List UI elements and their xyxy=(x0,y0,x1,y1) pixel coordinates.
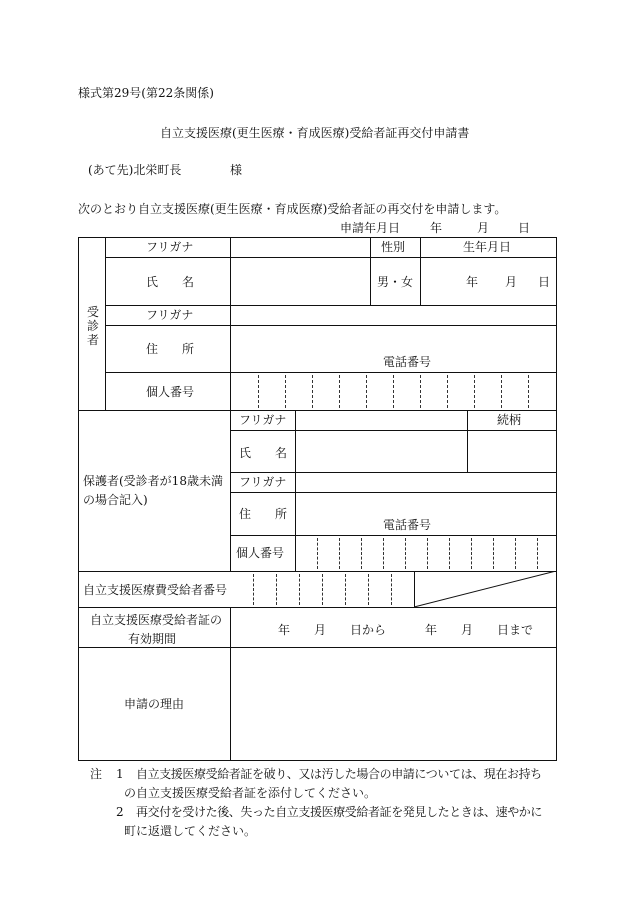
patient-sex-label: 性別 xyxy=(381,240,406,254)
validity-label-line2: 有効期間 xyxy=(128,632,177,646)
patient-address-furigana-field[interactable] xyxy=(231,308,555,324)
guardian-address-field[interactable] xyxy=(296,495,555,515)
validity-to-day: 日まで xyxy=(497,623,534,637)
reason-field[interactable] xyxy=(231,650,555,758)
guardian-furigana2-label: フリガナ xyxy=(239,475,287,489)
guardian-phone-label: 電話番号 xyxy=(383,518,432,532)
patient-sex-value[interactable]: 男・女 xyxy=(377,275,414,289)
form-number: 様式第29号(第22条関係) xyxy=(78,86,214,100)
patient-address-label: 住 所 xyxy=(146,342,195,356)
patient-furigana-field[interactable] xyxy=(231,240,369,256)
patient-birth-year: 年 xyxy=(466,275,479,289)
validity-to-month: 月 xyxy=(461,623,474,637)
application-date-year: 年 xyxy=(430,221,443,235)
note-1-line1: 自立支援医療受給者証を破り、又は汚した場合の申請については、現在お持ち xyxy=(136,767,542,781)
patient-furigana-label: フリガナ xyxy=(146,240,194,254)
validity-to-year: 年 xyxy=(425,623,438,637)
guardian-group-label-line2: の場合記入) xyxy=(83,493,148,507)
application-date-month: 月 xyxy=(477,221,490,235)
guardian-address-label: 住 所 xyxy=(239,507,288,521)
validity-from-month: 月 xyxy=(314,623,327,637)
guardian-furigana-field[interactable] xyxy=(296,413,466,429)
guardian-relation-label: 続柄 xyxy=(497,413,522,427)
diagonal-slash xyxy=(414,571,557,608)
guardian-name-field[interactable] xyxy=(296,433,466,471)
validity-from-day: 日から xyxy=(350,623,387,637)
validity-label-line1: 自立支援医療受給者証の xyxy=(90,613,223,627)
patient-mynumber-field[interactable] xyxy=(231,375,555,408)
patient-phone-label: 電話番号 xyxy=(383,355,432,369)
intro-text: 次のとおり自立支援医療(更生医療・育成医療)受給者証の再交付を申請します。 xyxy=(78,202,507,216)
patient-furigana2-label: フリガナ xyxy=(146,308,194,322)
patient-mynumber-label: 個人番号 xyxy=(146,385,195,399)
guardian-furigana-label: フリガナ xyxy=(239,413,287,427)
patient-address-field[interactable] xyxy=(231,328,555,350)
guardian-group-label-line1: 保護者(受診者が18歳未満 xyxy=(83,474,223,488)
note-2-line1: 再交付を受けた後、失った自立支援医療受給者証を発見したときは、速やかに xyxy=(136,805,543,819)
validity-from-year: 年 xyxy=(278,623,291,637)
application-date-label: 申請年月日 xyxy=(340,221,401,235)
recipient-number-label: 自立支援医療費受給者番号 xyxy=(83,583,228,597)
patient-birth-day: 日 xyxy=(538,275,551,289)
patient-name-field[interactable] xyxy=(231,260,369,304)
form-title: 自立支援医療(更生医療・育成医療)受給者証再交付申請書 xyxy=(160,126,470,140)
note-2-line2: 町に返還してください。 xyxy=(124,824,257,838)
guardian-address-furigana-field[interactable] xyxy=(296,475,555,491)
guardian-relation-field[interactable] xyxy=(468,433,555,471)
note-1-number: 1 xyxy=(116,767,124,781)
addressee: (あて先)北栄町長 xyxy=(88,163,182,177)
recipient-number-field[interactable] xyxy=(231,574,413,605)
guardian-name-label: 氏 名 xyxy=(239,446,288,460)
reason-label: 申請の理由 xyxy=(124,697,185,711)
patient-group-label: 受診者 xyxy=(86,305,99,347)
patient-birth-month: 月 xyxy=(505,275,518,289)
guardian-mynumber-label: 個人番号 xyxy=(236,546,285,560)
notes-prefix: 注 xyxy=(90,767,103,781)
note-1-line2: の自立支援医療受給者証を添付してください。 xyxy=(124,786,377,800)
note-2-number: 2 xyxy=(116,805,124,819)
addressee-honorific: 様 xyxy=(230,163,243,177)
application-date-day: 日 xyxy=(518,221,531,235)
patient-birthdate-label: 生年月日 xyxy=(463,240,512,254)
patient-name-label: 氏 名 xyxy=(146,275,195,289)
guardian-mynumber-field[interactable] xyxy=(296,538,555,569)
